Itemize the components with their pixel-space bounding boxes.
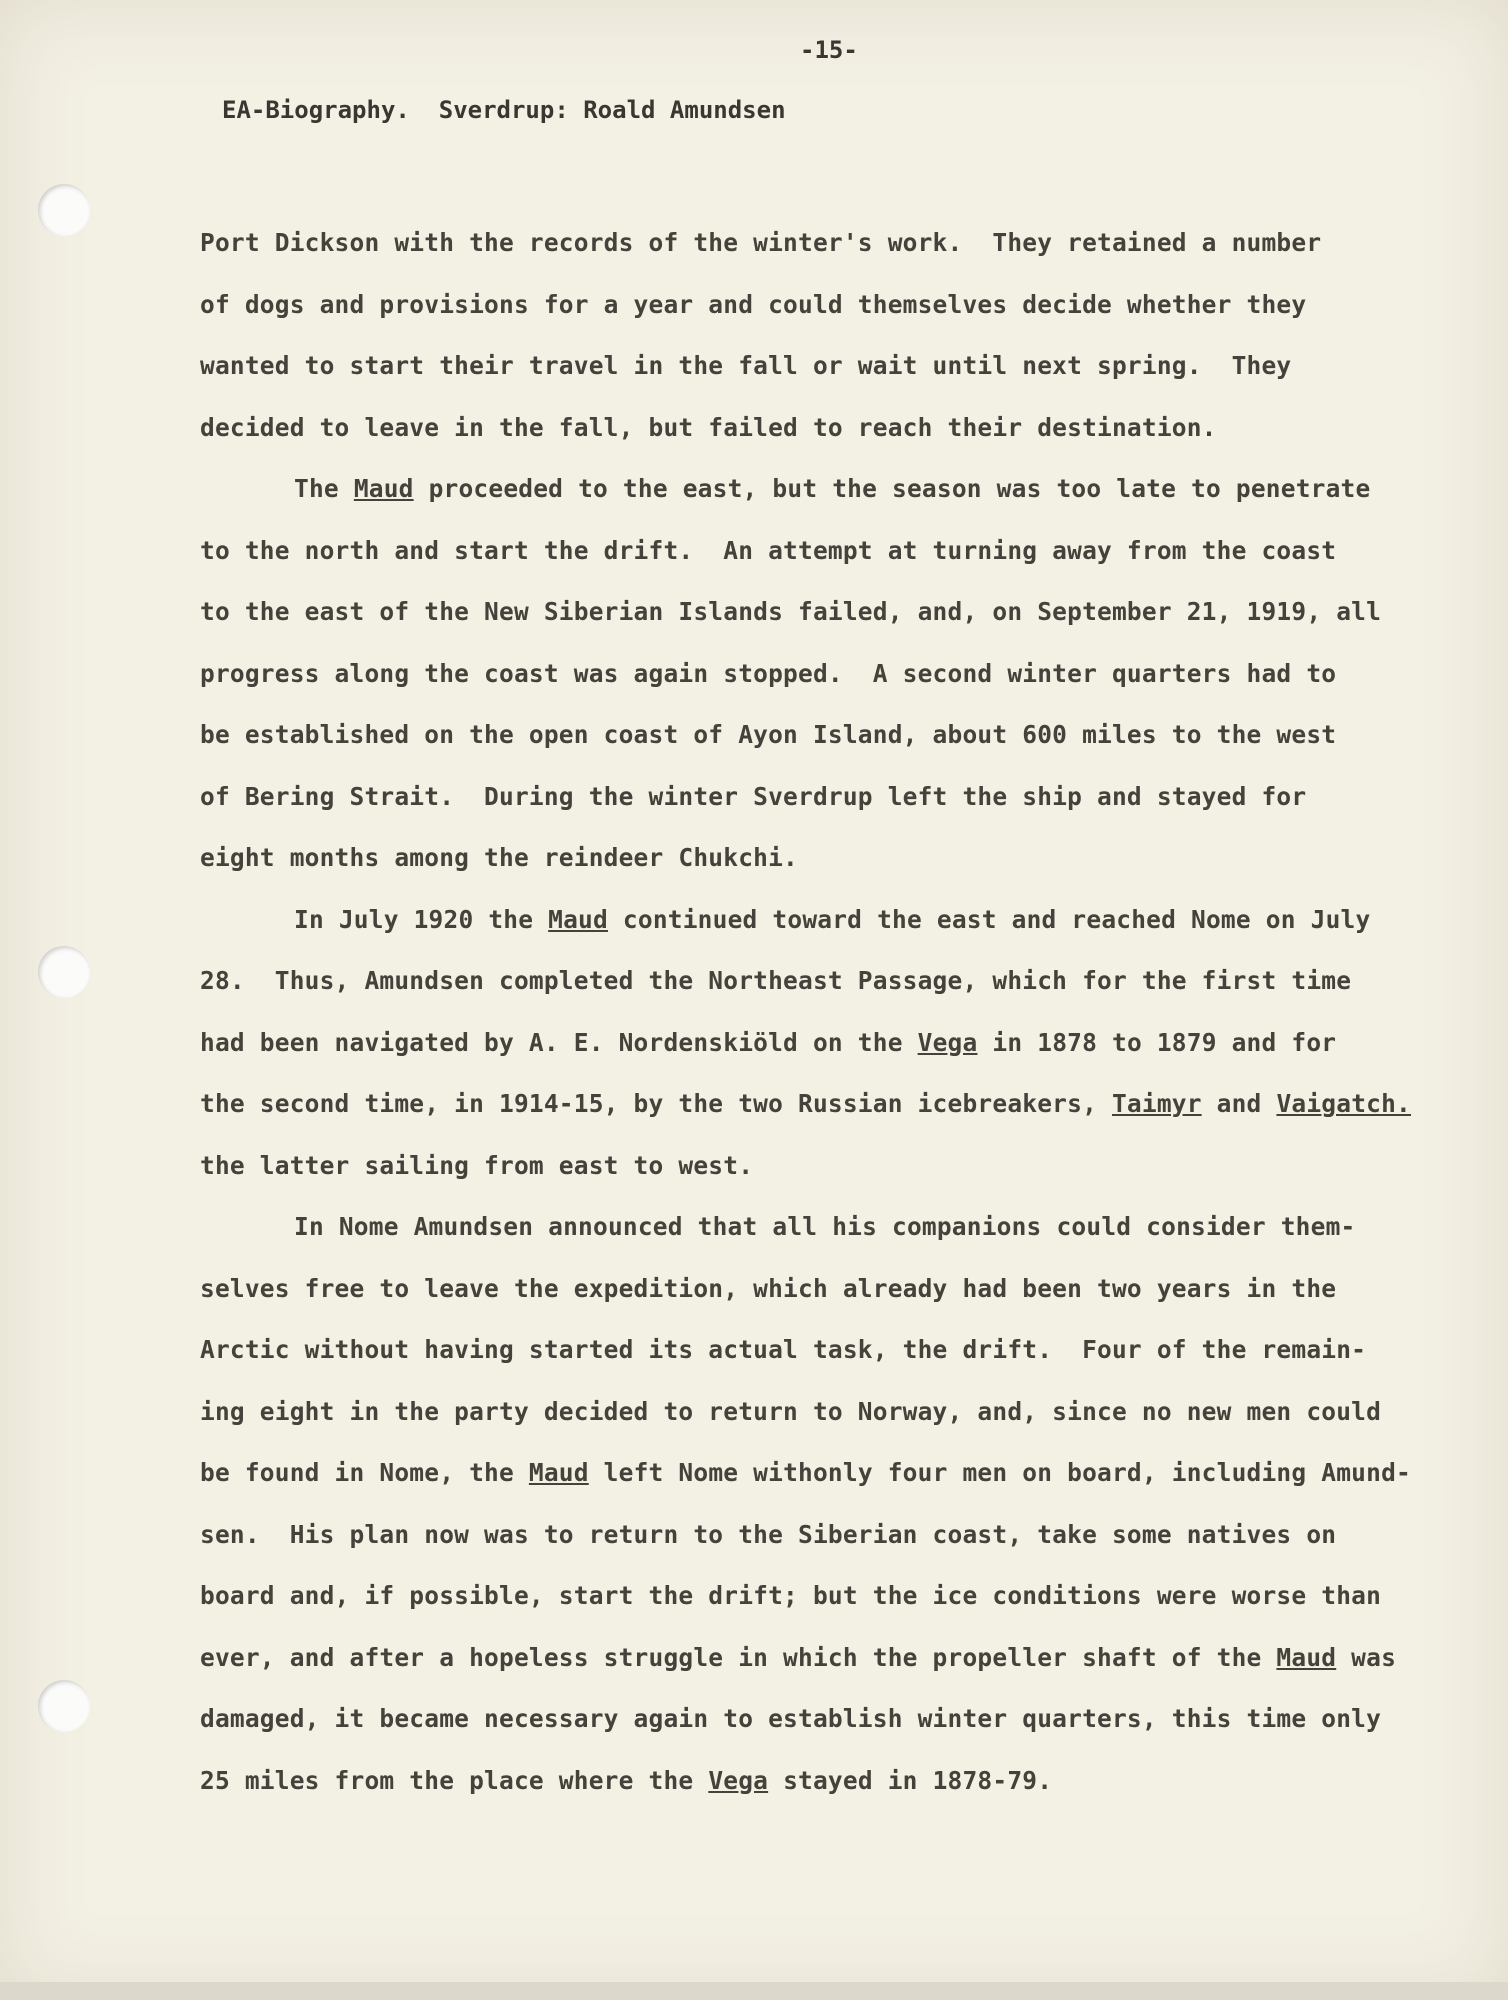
text-line (200, 1073, 1430, 1135)
text-line (200, 1688, 1430, 1750)
underlined-ship-name: Maud (548, 904, 608, 934)
text-segment: selves free to leave the expedition, which already had been two years in the (200, 1273, 1337, 1303)
text-segment: sen. His plan now was to return to the Siberian coast, take some natives on (200, 1519, 1337, 1549)
text-line (200, 1504, 1430, 1566)
underlined-ship-name: Maud (353, 474, 414, 503)
text-line (200, 520, 1430, 582)
text-line (200, 1381, 1430, 1443)
text-segment: and (1201, 1089, 1277, 1118)
text-line (200, 1258, 1430, 1320)
text-segment: left Nome withonly four men on board, including Amund- (588, 1458, 1411, 1487)
text-segment: 28. Thus, Amundsen completed the Northeast Passage, which for the first time (200, 966, 1352, 995)
punch-hole (38, 1680, 90, 1732)
text-segment: ever, and after a hopeless struggle in which the propeller shaft of the (200, 1642, 1277, 1672)
text-line (200, 1565, 1430, 1627)
text-line (200, 335, 1430, 397)
text-segment: progress along the coast was again stopped. A second winter quarters had to (200, 658, 1337, 688)
text-segment: the second time, in 1914-15, by the two Russian icebreakers, (200, 1089, 1112, 1118)
text-segment: eight months among the reindeer Chukchi. (200, 843, 799, 872)
text-line (200, 704, 1430, 766)
text-segment: In July 1920 the (294, 904, 549, 934)
underlined-ship-name: Vega (917, 1027, 978, 1057)
text-segment: decided to leave in the fall, but failed to reach their destination. (200, 412, 1217, 442)
text-line (200, 889, 1430, 951)
paragraph (200, 212, 1430, 458)
text-segment: The (294, 474, 354, 503)
paragraph (200, 458, 1430, 889)
text-segment: had been navigated by A. E. Nordenskiöld on the (200, 1027, 918, 1057)
text-segment: wanted to start their travel in the fall or wait until next spring. They (200, 351, 1292, 380)
page-number: -15- (800, 36, 858, 64)
text-segment: be found in Nome, the (200, 1458, 529, 1487)
document-header: EA-Biography. Sverdrup: Roald Amundsen (222, 96, 786, 124)
text-line (200, 458, 1430, 520)
text-segment: ing eight in the party decided to return to Norway, and, since no new men could (200, 1396, 1382, 1426)
text-line (200, 1012, 1430, 1074)
text-line (200, 1627, 1430, 1689)
text-segment: in 1878 to 1879 and for (977, 1027, 1337, 1057)
text-segment: In Nome Amundsen announced that all his companions could consider them- (294, 1212, 1356, 1241)
text-segment: to the east of the New Siberian Islands failed, and, on September 21, 1919, all (200, 597, 1382, 626)
text-segment: board and, if possible, start the drift; but the ice conditions were worse than (200, 1581, 1382, 1610)
text-segment: proceeded to the east, but the season was too late to penetrate (413, 474, 1371, 503)
text-line (200, 1442, 1430, 1504)
text-segment: the latter sailing from east to west. (200, 1150, 754, 1180)
text-line (200, 1750, 1430, 1812)
text-line (200, 950, 1430, 1012)
punch-hole (38, 184, 90, 236)
punch-hole (38, 946, 90, 998)
underlined-ship-name: Taimyr (1111, 1089, 1202, 1118)
text-segment: stayed in 1878-79. (768, 1765, 1053, 1795)
text-segment: was (1336, 1642, 1397, 1672)
underlined-ship-name: Maud (1276, 1642, 1337, 1672)
text-line (200, 1135, 1430, 1197)
body-text (200, 212, 1430, 1811)
text-line (200, 766, 1430, 828)
underlined-ship-name: Maud (528, 1458, 589, 1487)
text-segment: be established on the open coast of Ayon Island, about 600 miles to the west (200, 720, 1337, 749)
text-segment: of dogs and provisions for a year and could themselves decide whether they (200, 289, 1307, 319)
text-line (200, 581, 1430, 643)
paragraph (200, 889, 1430, 1197)
text-line (200, 643, 1430, 705)
text-line (200, 274, 1430, 336)
text-segment: continued toward the east and reached Nome on July (607, 904, 1371, 934)
text-segment: to the north and start the drift. An attempt at turning away from the coast (200, 535, 1337, 565)
text-segment: of Bering Strait. During the winter Sverdrup left the ship and stayed for (200, 781, 1307, 811)
text-line (200, 1196, 1430, 1258)
text-line (200, 1319, 1430, 1381)
text-line (200, 212, 1430, 274)
text-segment: 25 miles from the place where the (200, 1765, 709, 1795)
text-line (200, 397, 1430, 459)
paragraph (200, 1196, 1430, 1811)
text-segment: Arctic without having started its actual task, the drift. Four of the remain- (200, 1335, 1367, 1364)
text-segment: Port Dickson with the records of the winter's work. They retained a number (200, 228, 1322, 257)
text-line (200, 827, 1430, 889)
text-segment: damaged, it became necessary again to establish winter quarters, this time only (200, 1704, 1382, 1733)
page-edge (0, 1982, 1508, 2000)
underlined-ship-name: Vaigatch. (1276, 1089, 1411, 1118)
underlined-ship-name: Vega (708, 1765, 769, 1795)
